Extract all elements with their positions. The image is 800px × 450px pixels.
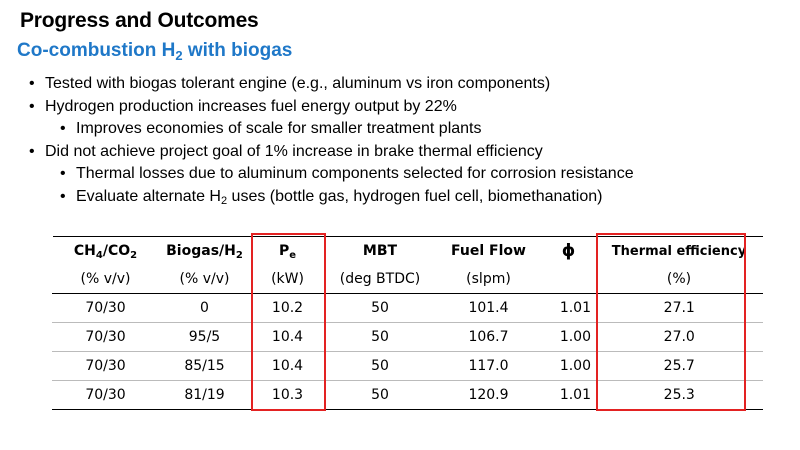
- sub-bullet-item: [76, 186, 800, 209]
- bullet-text-rest: uses (bottle gas, hydrogen fuel cell, biomethanation): [227, 187, 603, 205]
- table-cell: 70/30: [53, 381, 159, 410]
- table-cell: 27.0: [596, 323, 763, 352]
- table-row: [53, 352, 763, 381]
- table-cell: 10.4: [251, 352, 325, 381]
- column-header-thermal-efficiency: Thermal efficiency: [596, 237, 763, 266]
- table-cell: 1.01: [542, 381, 596, 410]
- table-cell: 25.3: [596, 381, 763, 410]
- table-cell: 25.7: [596, 352, 763, 381]
- column-header-phi: ϕ: [542, 237, 596, 266]
- column-header-pe: $P_e$: [251, 237, 325, 266]
- sub-bullet-item: • Thermal losses due to aluminum components selected for corrosion resistance: [76, 163, 800, 186]
- subtitle-subscript: 2: [175, 48, 183, 63]
- table-cell: 50: [325, 294, 436, 323]
- unit-pe: (kW): [251, 265, 325, 294]
- table-header-row: [53, 237, 763, 266]
- bullet-item: • Tested with biogas tolerant engine (e.g., aluminum vs iron components): [45, 73, 800, 96]
- column-header-fuel-flow: Fuel Flow: [436, 237, 542, 266]
- table-cell: 50: [325, 352, 436, 381]
- table-cell: 120.9: [436, 381, 542, 410]
- slide-title: Progress and Outcomes: [20, 9, 259, 32]
- bullet-text: Evaluate alternate H: [76, 187, 221, 205]
- table-cell: 10.4: [251, 323, 325, 352]
- unit-fuel-flow: (slpm): [436, 265, 542, 294]
- unit-ch4-co2: (% v/v): [53, 265, 159, 294]
- table-cell: 50: [325, 323, 436, 352]
- table-row: [53, 381, 763, 410]
- table-cell: 50: [325, 381, 436, 410]
- bullet-item: • Did not achieve project goal of 1% increase in brake thermal efficiency: [45, 141, 800, 164]
- bullet-item: • Hydrogen production increases fuel energy output by 22%: [45, 96, 800, 119]
- table-cell: 0: [159, 294, 251, 323]
- unit-mbt: (deg BTDC): [325, 265, 436, 294]
- column-header-biogas-h2: Biogas/$H_2$: [159, 237, 251, 266]
- subtitle-text-rest: with biogas: [182, 40, 293, 61]
- table-row: [53, 323, 763, 352]
- table-cell: 101.4: [436, 294, 542, 323]
- table-cell: 70/30: [53, 294, 159, 323]
- unit-biogas-h2: (% v/v): [159, 265, 251, 294]
- column-header-ch4-co2: $CH_4/CO_2$: [53, 237, 159, 266]
- table-cell: 27.1: [596, 294, 763, 323]
- table-cell: 10.3: [251, 381, 325, 410]
- unit-phi: [542, 265, 596, 294]
- table-cell: 1.01: [542, 294, 596, 323]
- table-cell: 81/19: [159, 381, 251, 410]
- unit-thermal-efficiency: (%): [596, 265, 763, 294]
- table-cell: 95/5: [159, 323, 251, 352]
- table-cell: 1.00: [542, 352, 596, 381]
- table-cell: 70/30: [53, 323, 159, 352]
- table-units-row: [53, 265, 763, 294]
- table-cell: 10.2: [251, 294, 325, 323]
- table-cell: 70/30: [53, 352, 159, 381]
- table-cell: 1.00: [542, 323, 596, 352]
- table-cell: 106.7: [436, 323, 542, 352]
- bullet-list: [0, 73, 800, 208]
- slide-subtitle: [17, 40, 292, 63]
- results-table: [52, 236, 763, 410]
- bullet-subscript: 2: [220, 194, 228, 207]
- table-cell: 117.0: [436, 352, 542, 381]
- column-header-mbt: MBT: [325, 237, 436, 266]
- sub-bullet-item: • Improves economies of scale for smaller treatment plants: [76, 118, 800, 141]
- table-cell: 85/15: [159, 352, 251, 381]
- subtitle-text: Co-combustion H: [17, 40, 176, 61]
- table-row: [53, 294, 763, 323]
